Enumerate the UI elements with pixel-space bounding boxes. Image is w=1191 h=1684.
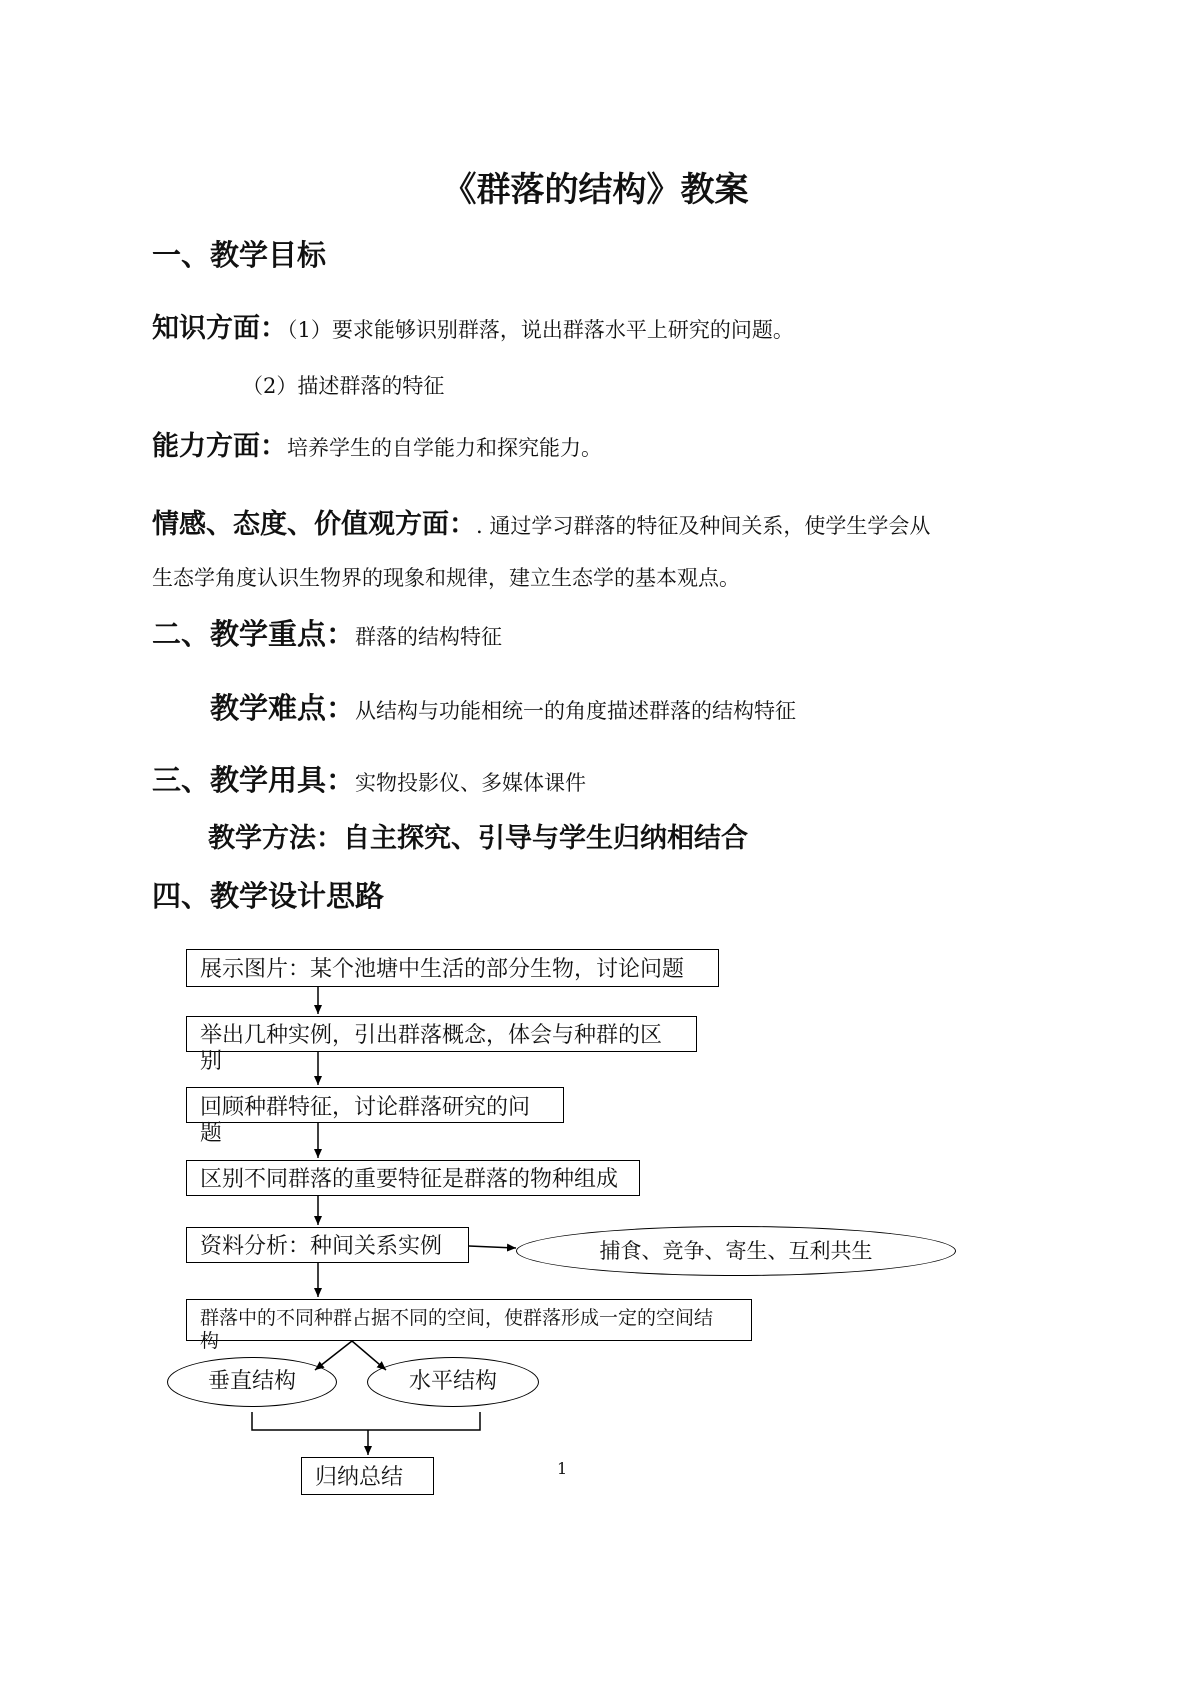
flow-step2-text-line1: 举出几种实例，引出群落概念，体会与种群的区 (200, 1023, 663, 1048)
page-title: 《群落的结构》教案 (442, 170, 749, 210)
flow-step6-text-line2: 构 (200, 1330, 220, 1352)
flow-arrow-left (315, 1341, 352, 1370)
flow-step3-text-line1: 回顾种群特征，讨论群落研究的问 (200, 1095, 531, 1120)
section3-heading: 三、教学用具： (152, 763, 356, 797)
emotion-text1: . 通过学习群落的特征及种间关系，使学生学会从 (476, 514, 931, 538)
flow-vertical-ellipse: 垂直结构 (167, 1357, 337, 1407)
flow-step3-text-line2: 题 (200, 1121, 223, 1146)
section1-heading: 一、教学目标 (152, 238, 327, 272)
difficulty-label: 教学难点： (210, 691, 356, 725)
focus-text: 群落的结构特征 (355, 625, 503, 649)
tools-text: 实物投影仪、多媒体课件 (355, 771, 587, 795)
flow-summary-text: 归纳总结 (315, 1465, 404, 1490)
knowledge-item1: （1）要求能够识别群落，说出群落水平上研究的问题。 (287, 318, 794, 342)
emotion-text2: 生态学角度认识生物界的现象和规律，建立生态学的基本观点。 (152, 566, 740, 590)
ability-text: 培养学生的自学能力和探究能力。 (287, 436, 602, 460)
flow-arrow-side (469, 1246, 516, 1248)
flow-horizontal-ellipse: 水平结构 (367, 1357, 539, 1407)
ability-label: 能力方面： (152, 431, 287, 462)
method-label: 教学方法： (208, 823, 343, 854)
knowledge-item2: （2）描述群落的特征 (242, 374, 445, 398)
method-text: 自主探究、引导与学生归纳相结合 (343, 823, 748, 854)
flow-bracket (252, 1412, 480, 1430)
flow-interaction-ellipse: 捕食、竞争、寄生、互利共生 (516, 1226, 956, 1276)
knowledge-label: 知识方面： (152, 313, 287, 344)
section4-heading: 四、教学设计思路 (152, 879, 385, 913)
page-number: 1 (557, 1459, 568, 1478)
flow-step4-text: 区别不同群落的重要特征是群落的物种组成 (200, 1167, 619, 1192)
flow-step1-text: 展示图片：某个池塘中生活的部分生物，讨论问题 (200, 957, 685, 982)
flow-step5-text: 资料分析：种间关系实例 (200, 1234, 443, 1259)
section2-heading: 二、教学重点： (152, 617, 356, 651)
flow-arrow-right (352, 1341, 386, 1370)
emotion-label: 情感、态度、价值观方面： (152, 509, 476, 540)
flow-step2-text-line2: 别 (200, 1049, 223, 1074)
flow-step6-text-line1: 群落中的不同种群占据不同的空间，使群落形成一定的空间结 (200, 1307, 714, 1329)
difficulty-text: 从结构与功能相统一的角度描述群落的结构特征 (355, 699, 797, 723)
